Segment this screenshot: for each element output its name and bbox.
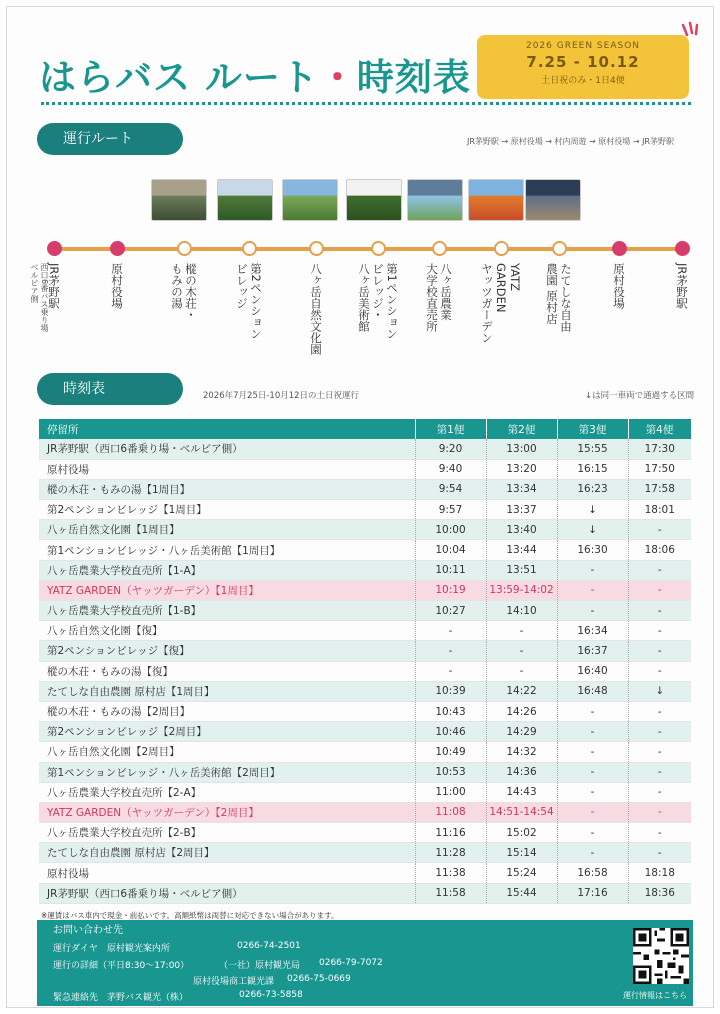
- route-stop-marker: [494, 241, 509, 256]
- timetable-note-right: ↓は同一車両で通過する区間: [585, 391, 695, 401]
- departure-time-cell: 14:32: [486, 742, 557, 762]
- route-stop-label: JR茅野駅: [675, 263, 689, 309]
- timetable-row: [39, 580, 691, 600]
- route-summary: JR茅野駅 → 原村役場 → 村内周遊 → 原村役場 → JR茅野駅: [467, 137, 674, 146]
- departure-time-cell: -: [628, 722, 691, 742]
- fare-footnote: ※運賃はバス車内で現金・前払いです。高額紙幣は両替に対応できない場合があります。: [41, 911, 339, 920]
- departure-time-cell: 17:30: [628, 439, 691, 459]
- departure-time-cell: -: [415, 621, 486, 641]
- timetable-row: [39, 459, 691, 479]
- page: [6, 6, 714, 1008]
- departure-time-cell: -: [557, 601, 628, 621]
- route-stop-marker: [47, 241, 62, 256]
- stop-name-cell: 原村役場: [39, 459, 415, 479]
- departure-time-cell: -: [557, 742, 628, 762]
- timetable-row: [39, 560, 691, 580]
- departure-time-cell: ↓: [557, 520, 628, 540]
- route-stop-marker: [675, 241, 690, 256]
- route-stop-sublabel: 西口6番バス乗り場 ベルビア側: [30, 263, 49, 333]
- stop-name-cell: たてしな自由農園 原村店【1周目】: [39, 681, 415, 701]
- contact-label-2: 運行の詳細（平日8:30〜17:00）: [53, 961, 190, 971]
- timetable-header-row: [39, 419, 691, 439]
- departure-time-cell: 10:04: [415, 540, 486, 560]
- header-trip-4: 第4便: [628, 419, 691, 439]
- highland-field-photo: [282, 179, 338, 221]
- departure-time-cell: -: [628, 823, 691, 843]
- route-stop-label: 原村役場: [110, 263, 124, 309]
- route-stop-label: YATZ GARDEN ヤッツガーデン: [480, 263, 522, 344]
- timetable-row: [39, 843, 691, 863]
- timetable-row: [39, 479, 691, 499]
- departure-time-cell: 13:20: [486, 459, 557, 479]
- departure-time-cell: -: [628, 560, 691, 580]
- departure-time-cell: 15:44: [486, 883, 557, 903]
- departure-time-cell: 14:36: [486, 762, 557, 782]
- stop-name-cell: JR茅野駅（西口6番乗り場・ベルビア側）: [39, 439, 415, 459]
- timetable-row: [39, 520, 691, 540]
- route-line: [53, 247, 683, 251]
- stop-name-cell: 第1ペンションビレッジ・八ヶ岳美術館【1周目】: [39, 540, 415, 560]
- route-stop-label: 八ヶ岳自然文化園: [309, 263, 323, 355]
- departure-time-cell: -: [557, 701, 628, 721]
- departure-time-cell: 17:16: [557, 883, 628, 903]
- route-section-label: 運行ルート: [37, 123, 183, 155]
- timetable-row: [39, 722, 691, 742]
- white-sculpture-photo: [346, 179, 402, 221]
- season-badge: [477, 35, 689, 99]
- stop-name-cell: 八ヶ岳自然文化園【復】: [39, 621, 415, 641]
- route-stop-label: 樅の木荘・ もみの湯: [170, 263, 198, 321]
- stop-name-cell: 八ヶ岳農業大学校直売所【1-A】: [39, 560, 415, 580]
- timetable-row: [39, 883, 691, 903]
- departure-time-cell: 14:43: [486, 782, 557, 802]
- departure-time-cell: 13:44: [486, 540, 557, 560]
- departure-time-cell: -: [486, 641, 557, 661]
- contact-panel: [37, 920, 693, 1006]
- departure-time-cell: ↓: [628, 681, 691, 701]
- departure-time-cell: 13:00: [486, 439, 557, 459]
- departure-time-cell: -: [628, 641, 691, 661]
- farm-shop-photo: [525, 179, 581, 221]
- stop-name-cell: 八ヶ岳自然文化園【1周目】: [39, 520, 415, 540]
- route-stop-marker: [242, 241, 257, 256]
- departure-time-cell: 10:49: [415, 742, 486, 762]
- route-stop-label: たてしな自由 農園 原村店: [545, 263, 573, 332]
- departure-time-cell: 17:50: [628, 459, 691, 479]
- timetable-row: [39, 742, 691, 762]
- contact-org-2: （一社）原村観光局: [219, 961, 301, 971]
- stop-name-cell: 八ヶ岳農業大学校直売所【2-B】: [39, 823, 415, 843]
- contact-label-1: 運行ダイヤ 原村観光案内所: [53, 944, 170, 954]
- departure-time-cell: 15:02: [486, 823, 557, 843]
- flower-field-photo: [468, 179, 524, 221]
- departure-time-cell: -: [628, 782, 691, 802]
- departure-time-cell: 13:37: [486, 500, 557, 520]
- departure-time-cell: 10:11: [415, 560, 486, 580]
- timetable-row: [39, 782, 691, 802]
- header-trip-3: 第3便: [557, 419, 628, 439]
- timetable-row: [39, 863, 691, 883]
- timetable-row: [39, 762, 691, 782]
- departure-time-cell: -: [628, 580, 691, 600]
- route-stop-label: 八ヶ岳農業 大学校直売所: [425, 263, 453, 332]
- title-sub: 時刻表: [356, 56, 471, 99]
- qr-caption: 運行情報はこちら: [623, 991, 687, 1000]
- departure-time-cell: 10:53: [415, 762, 486, 782]
- departure-time-cell: 16:34: [557, 621, 628, 641]
- departure-time-cell: -: [557, 802, 628, 822]
- departure-time-cell: 10:39: [415, 681, 486, 701]
- departure-time-cell: 13:59-14:02: [486, 580, 557, 600]
- departure-time-cell: 11:38: [415, 863, 486, 883]
- contact-tel-1: 0266-74-2501: [237, 941, 301, 951]
- stop-name-cell: 原村役場: [39, 863, 415, 883]
- departure-time-cell: 16:58: [557, 863, 628, 883]
- contact-label-4: 緊急連絡先 茅野バス観光（株）: [53, 993, 189, 1003]
- contact-tel-4: 0266-73-5858: [239, 990, 303, 1000]
- timetable-section-label: 時刻表: [37, 373, 183, 405]
- departure-time-cell: 16:30: [557, 540, 628, 560]
- header-trip-2: 第2便: [486, 419, 557, 439]
- departure-time-cell: -: [628, 742, 691, 762]
- departure-time-cell: 13:51: [486, 560, 557, 580]
- departure-time-cell: -: [557, 762, 628, 782]
- timetable-row: [39, 641, 691, 661]
- timetable: [39, 419, 692, 904]
- departure-time-cell: -: [557, 823, 628, 843]
- departure-time-cell: 16:23: [557, 479, 628, 499]
- departure-time-cell: 14:26: [486, 701, 557, 721]
- stop-name-cell: JR茅野駅（西口6番乗り場・ベルビア側）: [39, 883, 415, 903]
- route-stop-marker: [552, 241, 567, 256]
- timetable-row: [39, 621, 691, 641]
- stop-name-cell: 樅の木荘・もみの湯【復】: [39, 661, 415, 681]
- departure-time-cell: 17:58: [628, 479, 691, 499]
- stop-name-cell: 八ヶ岳農業大学校直売所【2-A】: [39, 782, 415, 802]
- departure-time-cell: 15:24: [486, 863, 557, 883]
- departure-time-cell: 14:10: [486, 601, 557, 621]
- departure-time-cell: 9:57: [415, 500, 486, 520]
- stop-name-cell: YATZ GARDEN（ヤッツガーデン）【2周目】: [39, 802, 415, 822]
- departure-time-cell: 14:29: [486, 722, 557, 742]
- header-stop: 停留所: [39, 419, 415, 439]
- departure-time-cell: -: [628, 601, 691, 621]
- departure-time-cell: 15:55: [557, 439, 628, 459]
- title-main: はらバス ルート: [39, 56, 319, 99]
- departure-time-cell: 9:40: [415, 459, 486, 479]
- departure-time-cell: 13:34: [486, 479, 557, 499]
- route-stop-marker: [371, 241, 386, 256]
- contact-tel-3: 0266-75-0669: [287, 974, 351, 984]
- timetable-row: [39, 500, 691, 520]
- divider: [41, 102, 691, 105]
- departure-time-cell: 10:27: [415, 601, 486, 621]
- departure-time-cell: -: [628, 661, 691, 681]
- departure-time-cell: 16:48: [557, 681, 628, 701]
- departure-time-cell: 16:40: [557, 661, 628, 681]
- timetable-row: [39, 439, 691, 459]
- departure-time-cell: 11:08: [415, 802, 486, 822]
- departure-time-cell: -: [628, 843, 691, 863]
- season-dates: 7.25 - 10.12: [526, 53, 640, 71]
- departure-time-cell: 9:20: [415, 439, 486, 459]
- stop-name-cell: 樅の木荘・もみの湯【1周目】: [39, 479, 415, 499]
- departure-time-cell: -: [486, 661, 557, 681]
- timetable-note: 2026年7月25日-10月12日の土日祝運行: [203, 391, 360, 401]
- stop-name-cell: 樅の木荘・もみの湯【2周目】: [39, 701, 415, 721]
- departure-time-cell: -: [628, 621, 691, 641]
- departure-time-cell: 13:40: [486, 520, 557, 540]
- departure-time-cell: 18:18: [628, 863, 691, 883]
- departure-time-cell: -: [486, 621, 557, 641]
- stop-name-cell: YATZ GARDEN（ヤッツガーデン）【1周目】: [39, 580, 415, 600]
- departure-time-cell: 11:58: [415, 883, 486, 903]
- departure-time-cell: 18:36: [628, 883, 691, 903]
- stop-name-cell: 第2ペンションビレッジ【1周目】: [39, 500, 415, 520]
- departure-time-cell: -: [415, 661, 486, 681]
- departure-time-cell: -: [557, 560, 628, 580]
- stop-name-cell: 八ヶ岳農業大学校直売所【1-B】: [39, 601, 415, 621]
- departure-time-cell: 16:37: [557, 641, 628, 661]
- route-stop-marker: [612, 241, 627, 256]
- departure-time-cell: -: [557, 580, 628, 600]
- contact-org-3: 原村役場商工観光課: [193, 977, 275, 987]
- departure-time-cell: -: [628, 520, 691, 540]
- departure-time-cell: -: [557, 782, 628, 802]
- departure-time-cell: 10:19: [415, 580, 486, 600]
- stone-garden-photo: [151, 179, 207, 221]
- departure-time-cell: -: [628, 762, 691, 782]
- route-stop-marker: [110, 241, 125, 256]
- contact-tel-2: 0266-79-7072: [319, 958, 383, 968]
- route-stop-marker: [432, 241, 447, 256]
- header-trip-1: 第1便: [415, 419, 486, 439]
- contact-heading: お問い合わせ先: [53, 925, 123, 936]
- departure-time-cell: 10:00: [415, 520, 486, 540]
- mountain-pasture-photo: [407, 179, 463, 221]
- departure-time-cell: ↓: [557, 500, 628, 520]
- stop-name-cell: 第1ペンションビレッジ・八ヶ岳美術館【2周目】: [39, 762, 415, 782]
- timetable-row: [39, 540, 691, 560]
- departure-time-cell: 10:43: [415, 701, 486, 721]
- route-stop-label: 原村役場: [612, 263, 626, 309]
- timetable-row: [39, 802, 691, 822]
- timetable-row: [39, 701, 691, 721]
- departure-time-cell: 18:06: [628, 540, 691, 560]
- stop-name-cell: たてしな自由農園 原村店【2周目】: [39, 843, 415, 863]
- departure-time-cell: -: [557, 722, 628, 742]
- departure-time-cell: 11:28: [415, 843, 486, 863]
- route-stop-label: 第1ペンション ビレッジ・ 八ヶ岳美術館: [357, 263, 399, 340]
- timetable-row: [39, 601, 691, 621]
- route-stop-label: 第2ペンション ビレッジ: [235, 263, 263, 340]
- route-stop-marker: [177, 241, 192, 256]
- departure-time-cell: 9:54: [415, 479, 486, 499]
- season-note: 土日祝のみ・1日4便: [541, 76, 625, 86]
- departure-time-cell: -: [628, 701, 691, 721]
- departure-time-cell: 14:51-14:54: [486, 802, 557, 822]
- timetable-row: [39, 661, 691, 681]
- qr-code-icon[interactable]: [633, 928, 689, 984]
- stop-name-cell: 第2ペンションビレッジ【復】: [39, 641, 415, 661]
- departure-time-cell: 10:46: [415, 722, 486, 742]
- departure-time-cell: 14:22: [486, 681, 557, 701]
- title-dot: ・: [318, 56, 357, 99]
- departure-time-cell: 18:01: [628, 500, 691, 520]
- departure-time-cell: -: [557, 843, 628, 863]
- departure-time-cell: 11:00: [415, 782, 486, 802]
- departure-time-cell: 15:14: [486, 843, 557, 863]
- departure-time-cell: 16:15: [557, 459, 628, 479]
- stop-name-cell: 第2ペンションビレッジ【2周目】: [39, 722, 415, 742]
- route-stop-label: JR茅野駅: [47, 263, 61, 309]
- timetable-row: [39, 681, 691, 701]
- page-title: [39, 47, 471, 101]
- departure-time-cell: -: [415, 641, 486, 661]
- timetable-row: [39, 823, 691, 843]
- departure-time-cell: 11:16: [415, 823, 486, 843]
- departure-time-cell: -: [628, 802, 691, 822]
- route-stop-marker: [309, 241, 324, 256]
- woodland-house-photo: [217, 179, 273, 221]
- season-label: 2026 GREEN SEASON: [525, 41, 641, 51]
- stop-name-cell: 八ヶ岳自然文化園【2周目】: [39, 742, 415, 762]
